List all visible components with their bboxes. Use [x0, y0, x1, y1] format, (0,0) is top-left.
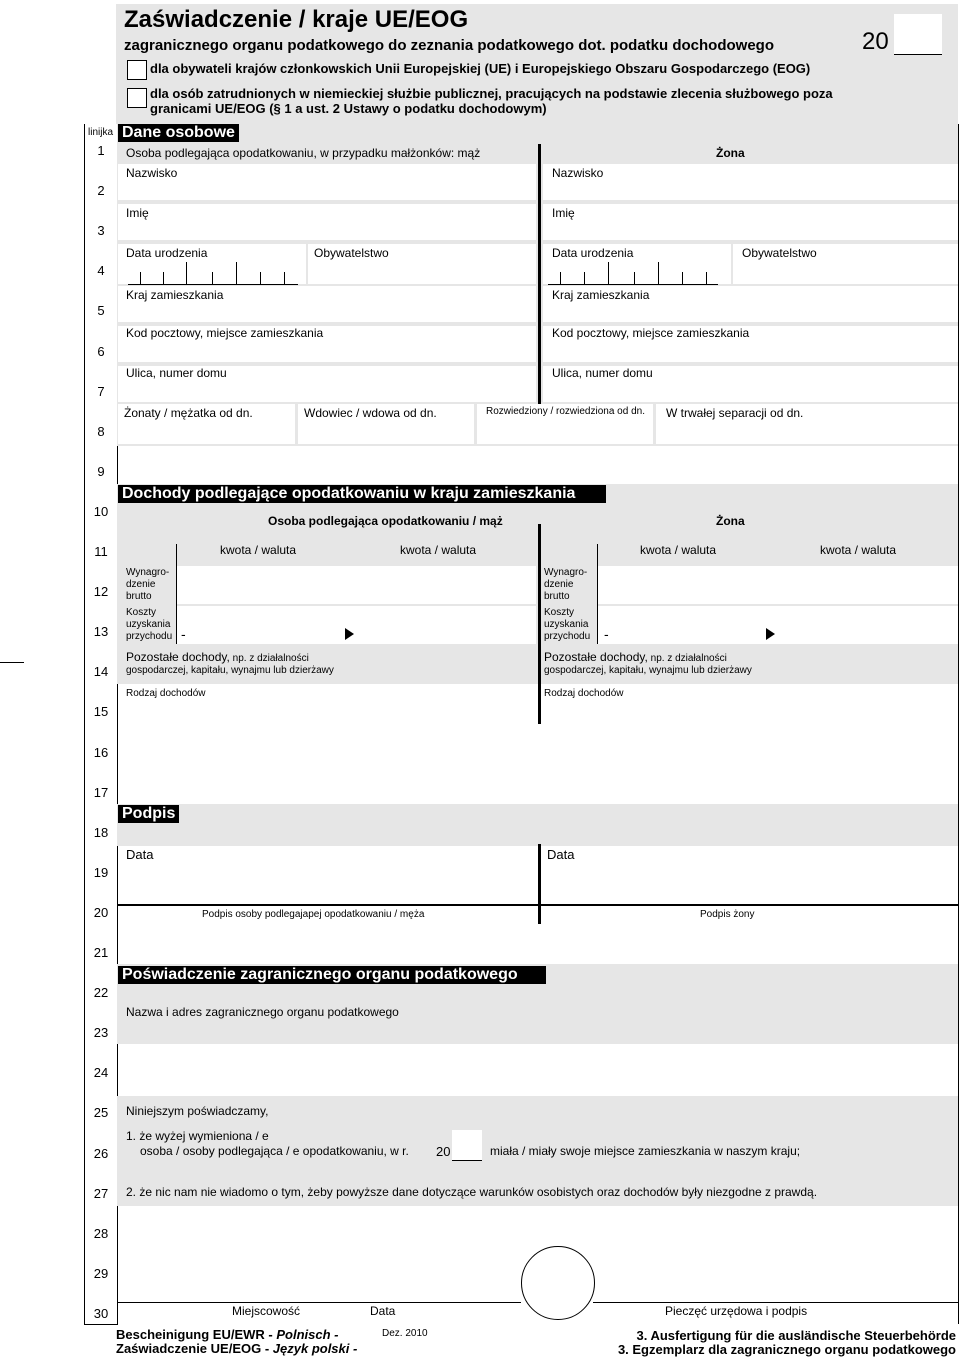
authority-name-label: Nazwa i adres zagranicznego organu podatkowego [126, 1005, 399, 1019]
footer-left-line1 [116, 1327, 338, 1342]
line-number: 5 [97, 303, 105, 319]
person-costs-label-3: przychodu [126, 631, 173, 642]
date-tick-mark [260, 272, 261, 284]
date-tick-mark [608, 262, 609, 284]
person-other-income-np: np. z działalności [229, 653, 309, 664]
person-costs-field[interactable] [177, 606, 536, 644]
wife-costs-label-2: uzyskania [544, 619, 589, 630]
signature-section-title: Podpis [118, 805, 179, 823]
person-firstname-label: Imię [126, 206, 149, 220]
wife-birthdate-label: Data urodzenia [552, 246, 634, 260]
person-birthdate-label: Data urodzenia [126, 246, 208, 260]
date-tick-mark [140, 272, 141, 284]
wife-gross-field[interactable] [598, 566, 958, 604]
footer-date-code: Dez. 2010 [382, 1328, 428, 1339]
line-number: 12 [93, 584, 109, 600]
line-number: 18 [93, 824, 109, 840]
person-surname-label: Nazwisko [126, 166, 178, 180]
divorced-label: Rozwiedziony / rozwiedziona od dn. [486, 406, 645, 417]
signature-line [117, 904, 958, 906]
date-baseline [128, 284, 298, 285]
line-number: 25 [93, 1105, 109, 1121]
person-header: Osoba podlegająca opodatkowaniu, w przypadku małżonków: mąż [126, 146, 481, 160]
footer-left-line1-lang: Polnisch - [276, 1327, 339, 1342]
footer-left-line2-lang: Język polski - [272, 1341, 358, 1356]
person-gross-label-1: Wynagro- [126, 567, 170, 578]
date-tick-mark [706, 272, 707, 284]
wife-street-label: Ulica, numer domu [552, 366, 653, 380]
year-underline [894, 54, 942, 55]
wife-surname-field[interactable] [543, 164, 958, 200]
eu-citizen-label: dla obywateli krajów członkowskich Unii Europejskiej (UE) i Europejskiego Obszaru Gospodarczego (EOG) [150, 61, 811, 76]
wife-signature-caption: Podpis żony [700, 909, 755, 920]
point1-line1: 1. że wyżej wymieniona / e [126, 1129, 269, 1143]
wife-country-label: Kraj zamieszkania [552, 288, 650, 302]
person-citizenship-label: Obywatelstwo [314, 246, 389, 260]
wife-income-type-field[interactable] [543, 700, 958, 724]
wife-firstname-label: Imię [552, 206, 575, 220]
person-other-income-label-2: gospodarczej, kapitału, wynajmu lub dzierżawy [126, 665, 334, 676]
line-number: 27 [93, 1185, 109, 1201]
person-gross-label-2: dzenie [126, 579, 156, 590]
wife-firstname-field[interactable] [543, 204, 958, 240]
wife-costs-field[interactable] [598, 606, 958, 644]
income-wife-header: Żona [716, 514, 745, 528]
certification-section-title: Poświadczenie zagranicznego organu podatkowego [118, 966, 546, 984]
widowed-label: Wdowiec / wdowa od dn. [304, 406, 437, 420]
line-label: linijka [88, 127, 114, 138]
form-subtitle: zagranicznego organu podatkowego do zeznania podatkowego dot. podatku dochodowego [124, 37, 775, 54]
person-costs-arrow-icon [345, 628, 354, 640]
married-label: Żonaty / mężatka od dn. [124, 406, 253, 420]
stamp-line [593, 1302, 958, 1303]
point1-line2: osoba / osoby podlegająca / e opodatkowaniu, w r. [140, 1144, 409, 1158]
line-number: 22 [93, 985, 109, 1001]
line-number: 2 [97, 183, 105, 199]
line-number: 17 [93, 784, 109, 800]
point1-line3: miała / miały swoje miejsce zamieszkania w naszym kraju; [490, 1144, 801, 1158]
line-number: 10 [93, 503, 109, 519]
wife-gross-label-1: Wynagro- [544, 567, 588, 578]
stamp-signature-label: Pieczęć urzędowa i podpis [665, 1304, 808, 1318]
line-number: 8 [97, 423, 105, 439]
line-number: 9 [97, 463, 105, 479]
line-number: 30 [93, 1305, 109, 1321]
point2-text: 2. że nic nam nie wiadomo o tym, żeby powyższe dane dotyczące warunków osobistych oraz dochodów były niezgodne z prawdą. [126, 1185, 818, 1199]
wife-costs-minus: - [604, 626, 609, 642]
line-number: 6 [97, 343, 105, 359]
line-number: 13 [93, 624, 109, 640]
line-number: 4 [97, 263, 105, 279]
date-tick-mark [658, 262, 659, 284]
margin-mark [0, 662, 24, 663]
date-tick-mark [584, 272, 585, 284]
line-number: 28 [93, 1225, 109, 1241]
date-tick-mark [163, 272, 164, 284]
wife-other-income-text: Pozostałe dochody, [544, 650, 648, 664]
person-gross-field[interactable] [177, 566, 536, 604]
footer-left-line2-text: Zaświadczenie UE/EOG - [116, 1341, 273, 1356]
point1-year-underline [452, 1160, 482, 1161]
wife-signature-date-label: Data [547, 847, 575, 862]
person-country-label: Kraj zamieszkania [126, 288, 224, 302]
wife-gross-label-3: brutto [544, 591, 570, 602]
line-number: 15 [93, 704, 109, 720]
date-tick-mark [560, 272, 561, 284]
person-firstname-field[interactable] [118, 204, 536, 240]
wife-costs-label-3: przychodu [544, 631, 591, 642]
wife-costs-arrow-icon [766, 628, 775, 640]
footer-left-line2 [116, 1341, 357, 1356]
person-costs-label-1: Koszty [126, 607, 157, 618]
income-person-header: Osoba podlegająca opodatkowaniu / mąż [268, 514, 503, 528]
hereby-label: Niniejszym poświadczamy, [126, 1104, 269, 1118]
person-amount-header-2: kwota / waluta [400, 543, 477, 557]
official-stamp-circle [521, 1246, 595, 1320]
person-postal-label: Kod pocztowy, miejsce zamieszkania [126, 326, 324, 340]
income-divider [538, 524, 541, 724]
person-costs-label-2: uzyskania [126, 619, 171, 630]
person-income-type-label: Rodzaj dochodów [126, 688, 206, 699]
point1-year-prefix: 20 [436, 1144, 451, 1159]
income-section-title: Dochody podlegające opodatkowaniu w kraju zamieszkania [118, 485, 606, 503]
year-field[interactable] [894, 14, 942, 54]
form-right-border [958, 124, 959, 1324]
person-costs-minus: - [181, 626, 186, 642]
date-tick-mark [236, 262, 237, 284]
person-gross-label-3: brutto [126, 591, 152, 602]
date-tick-mark [634, 272, 635, 284]
certification-date-label: Data [370, 1304, 396, 1318]
person-other-income-text: Pozostałe dochody, [126, 650, 230, 664]
wife-costs-label-1: Koszty [544, 607, 575, 618]
personal-divider [538, 144, 541, 406]
person-signature-caption: Podpis osoby podlegajapej opodatkowaniu / męża [202, 909, 425, 920]
public-service-label-l2: granicami UE/EOG (§ 1 a ust. 2 Ustawy o podatku dochodowym) [150, 101, 547, 116]
footer-left-line1-text: Bescheinigung EU/EWR - [116, 1327, 277, 1342]
separated-label: W trwałej separacji od dn. [666, 406, 804, 420]
wife-amount-header-1: kwota / waluta [640, 543, 717, 557]
person-other-income-label [126, 650, 309, 664]
wife-citizenship-label: Obywatelstwo [742, 246, 817, 260]
wife-signature-field[interactable] [543, 864, 958, 904]
person-income-type-field[interactable] [118, 700, 536, 724]
date-baseline [548, 284, 718, 285]
line-number: 23 [93, 1025, 109, 1041]
eu-citizen-checkbox[interactable] [127, 60, 147, 80]
place-label: Miejscowość [232, 1304, 301, 1318]
person-signature-date-label: Data [126, 847, 154, 862]
year-prefix: 20 [862, 28, 889, 55]
person-amount-header-1: kwota / waluta [220, 543, 297, 557]
line-number: 24 [93, 1065, 109, 1081]
date-tick-mark [284, 272, 285, 284]
date-tick-mark [212, 272, 213, 284]
date-tick-mark [682, 272, 683, 284]
line-number: 14 [93, 664, 109, 680]
line-number: 7 [97, 383, 105, 399]
signature-panel [117, 804, 958, 846]
wife-postal-label: Kod pocztowy, miejsce zamieszkania [552, 326, 750, 340]
public-service-checkbox[interactable] [127, 88, 147, 108]
person-signature-field[interactable] [118, 864, 536, 904]
line-number: 11 [94, 544, 108, 559]
line-number: 29 [93, 1265, 109, 1281]
wife-income-type-label: Rodzaj dochodów [544, 688, 624, 699]
person-surname-field[interactable] [118, 164, 536, 200]
wife-surname-label: Nazwisko [552, 166, 604, 180]
person-street-label: Ulica, numer domu [126, 366, 227, 380]
wife-amount-header-2: kwota / waluta [820, 543, 897, 557]
date-tick-mark [186, 262, 187, 284]
line-number: 1 [97, 143, 105, 158]
wife-other-income-label [544, 650, 727, 664]
footer-right-line1: 3. Ausfertigung für die ausländische Steuerbehörde [636, 1328, 956, 1343]
public-service-label-l1: dla osób zatrudnionych w niemieckiej służbie publicznej, pracujących na podstawie zlecenia służbowego poza [150, 86, 833, 101]
point1-year-field[interactable] [452, 1130, 482, 1160]
wife-other-income-np: np. z działalności [647, 653, 727, 664]
wife-gross-label-2: dzenie [544, 579, 574, 590]
personal-section-title: Dane osobowe [118, 124, 239, 142]
wife-header: Żona [716, 146, 745, 160]
line-number: 20 [93, 904, 109, 920]
line-number: 3 [97, 223, 105, 239]
line-number: 16 [93, 744, 109, 760]
place-date-line [117, 1302, 521, 1303]
line-number: 21 [93, 945, 109, 960]
signature-divider [538, 844, 541, 924]
line-number: 19 [93, 864, 109, 880]
form-title: Zaświadczenie / kraje UE/EOG [124, 6, 469, 33]
footer-right-line2: 3. Egzemplarz dla zagranicznego organu podatkowego [617, 1342, 956, 1357]
line-number: 26 [93, 1145, 109, 1161]
wife-other-income-label-2: gospodarczej, kapitału, wynajmu lub dzierżawy [544, 665, 752, 676]
